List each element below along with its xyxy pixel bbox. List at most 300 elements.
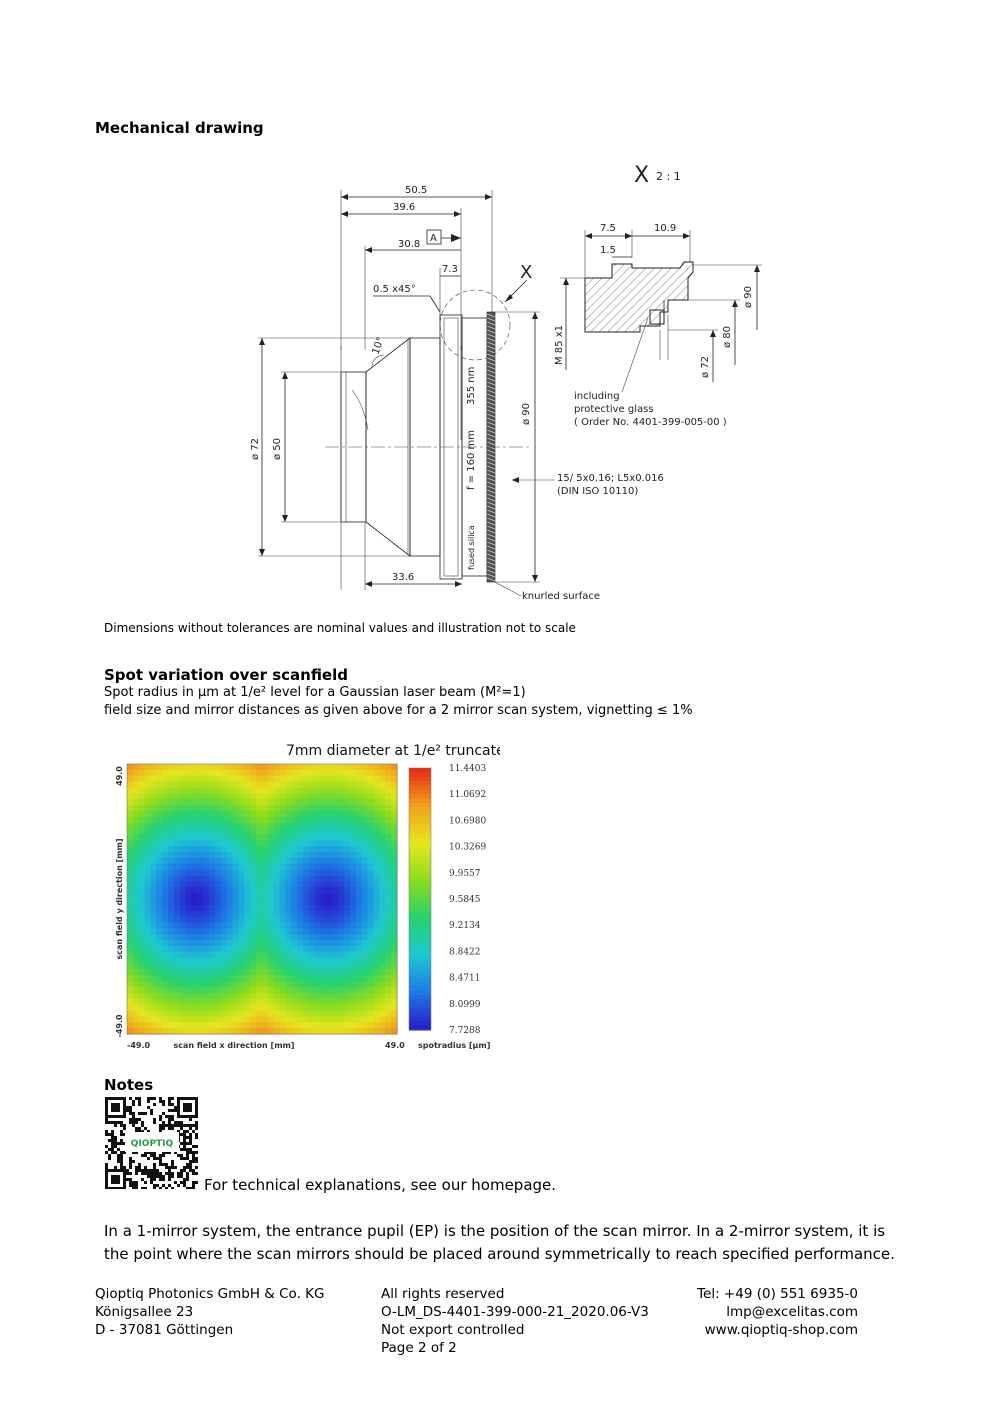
heatmap-cell bbox=[344, 846, 350, 852]
heatmap-cell bbox=[192, 805, 198, 811]
heatmap-cell bbox=[285, 981, 291, 987]
heatmap-cell bbox=[215, 940, 221, 946]
heatmap-cell bbox=[197, 858, 203, 864]
qr-code[interactable] bbox=[105, 1097, 199, 1193]
heatmap-cell bbox=[227, 911, 233, 917]
heatmap-cell bbox=[321, 928, 327, 934]
colorbar-segment bbox=[409, 820, 431, 825]
heatmap-cell bbox=[239, 834, 245, 840]
heatmap-cell bbox=[338, 999, 344, 1005]
heatmap-cell bbox=[186, 782, 192, 788]
heatmap-cell bbox=[145, 787, 151, 793]
colorbar-segment bbox=[409, 995, 431, 1000]
heatmap-cell bbox=[133, 852, 139, 858]
heatmap-cell bbox=[391, 805, 397, 811]
heatmap-cell bbox=[327, 893, 333, 899]
heatmap-cell bbox=[203, 1022, 209, 1028]
heatmap-cell bbox=[268, 852, 274, 858]
heatmap-cell bbox=[239, 858, 245, 864]
heatmap-cell bbox=[280, 975, 286, 981]
heatmap-cell bbox=[133, 793, 139, 799]
heatmap-cell bbox=[162, 946, 168, 952]
heatmap-cell bbox=[362, 799, 368, 805]
heatmap-cell bbox=[368, 852, 374, 858]
heatmap-cell bbox=[150, 787, 156, 793]
heatmap-cell bbox=[233, 993, 239, 999]
heatmap-cell bbox=[268, 893, 274, 899]
heatmap-cell bbox=[127, 911, 133, 917]
heatmap-cell bbox=[139, 993, 145, 999]
heatmap-cell bbox=[368, 840, 374, 846]
heatmap-cell bbox=[133, 776, 139, 782]
heatmap-cell bbox=[280, 776, 286, 782]
heatmap-cell bbox=[344, 764, 350, 770]
heatmap-cell bbox=[338, 829, 344, 835]
heatmap-cell bbox=[291, 1011, 297, 1017]
heatmap-cell bbox=[256, 1016, 262, 1022]
heatmap-cell bbox=[274, 764, 280, 770]
heatmap-cell bbox=[162, 911, 168, 917]
heatmap-cell bbox=[192, 840, 198, 846]
heatmap-cell bbox=[350, 823, 356, 829]
heatmap-cell bbox=[385, 852, 391, 858]
heatmap-cell bbox=[233, 899, 239, 905]
heatmap-cell bbox=[209, 793, 215, 799]
heatmap-cell bbox=[338, 870, 344, 876]
heatmap-cell bbox=[332, 905, 338, 911]
heatmap-cell bbox=[162, 999, 168, 1005]
heatmap-cell bbox=[127, 881, 133, 887]
heatmap-cell bbox=[174, 799, 180, 805]
heatmap-cell bbox=[244, 852, 250, 858]
heatmap-cell bbox=[233, 905, 239, 911]
heatmap-cell bbox=[362, 1016, 368, 1022]
heatmap-cell bbox=[209, 881, 215, 887]
heatmap-cell bbox=[374, 787, 380, 793]
heatmap-cell bbox=[374, 964, 380, 970]
heatmap-cell bbox=[239, 905, 245, 911]
heatmap-cell bbox=[209, 893, 215, 899]
heatmap-cell bbox=[315, 817, 321, 823]
heatmap-cell bbox=[309, 940, 315, 946]
detail-dim-7-5: 7.5 bbox=[600, 223, 616, 234]
heatmap-cell bbox=[197, 770, 203, 776]
heatmap-cell bbox=[150, 1011, 156, 1017]
heatmap-cell bbox=[139, 805, 145, 811]
heatmap-cell bbox=[262, 934, 268, 940]
heatmap-cell bbox=[180, 811, 186, 817]
heatmap-cell bbox=[262, 928, 268, 934]
heatmap-cell bbox=[139, 852, 145, 858]
heatmap-cell bbox=[321, 881, 327, 887]
heatmap-cell bbox=[297, 964, 303, 970]
heatmap-cell bbox=[268, 881, 274, 887]
heatmap-cell bbox=[256, 823, 262, 829]
heatmap-cell bbox=[145, 799, 151, 805]
heatmap-cell bbox=[327, 928, 333, 934]
heatmap-cell bbox=[209, 811, 215, 817]
heatmap-cell bbox=[303, 846, 309, 852]
heatmap-cell bbox=[332, 987, 338, 993]
heatmap-cell bbox=[180, 852, 186, 858]
heatmap-cell bbox=[274, 887, 280, 893]
heatmap-cell bbox=[379, 964, 385, 970]
heatmap-cell bbox=[356, 846, 362, 852]
heatmap-cell bbox=[133, 817, 139, 823]
colorbar-segment bbox=[409, 956, 431, 961]
heatmap-cell bbox=[350, 805, 356, 811]
heatmap-cell bbox=[233, 975, 239, 981]
heatmap-cell bbox=[250, 922, 256, 928]
heatmap-cell bbox=[180, 993, 186, 999]
heatmap-cell bbox=[327, 852, 333, 858]
heatmap-cell bbox=[291, 958, 297, 964]
heatmap-cell bbox=[332, 787, 338, 793]
heatmap-cell bbox=[362, 975, 368, 981]
heatmap-cell bbox=[285, 764, 291, 770]
heatmap-cell bbox=[180, 1011, 186, 1017]
heatmap-cell bbox=[350, 846, 356, 852]
heatmap-cell bbox=[327, 1016, 333, 1022]
heatmap-cell bbox=[262, 1011, 268, 1017]
heatmap-cell bbox=[291, 846, 297, 852]
heatmap-cell bbox=[344, 870, 350, 876]
dim-39-6: 39.6 bbox=[393, 202, 416, 213]
heatmap-cell bbox=[192, 905, 198, 911]
heatmap-cell bbox=[262, 829, 268, 835]
heatmap-cell bbox=[274, 958, 280, 964]
heatmap-cell bbox=[391, 870, 397, 876]
heatmap-cell bbox=[344, 922, 350, 928]
heatmap-cell bbox=[368, 928, 374, 934]
heatmap-cell bbox=[385, 1011, 391, 1017]
heatmap-cell bbox=[391, 975, 397, 981]
heatmap-cell bbox=[274, 999, 280, 1005]
heatmap-cell bbox=[327, 782, 333, 788]
heatmap-cell bbox=[209, 1005, 215, 1011]
heatmap-cell bbox=[362, 928, 368, 934]
heatmap-cell bbox=[244, 946, 250, 952]
heatmap-cell bbox=[162, 770, 168, 776]
heatmap-cell bbox=[156, 1005, 162, 1011]
heatmap-cell bbox=[203, 811, 209, 817]
heatmap-cell bbox=[174, 829, 180, 835]
heatmap-cell bbox=[162, 829, 168, 835]
heatmap-cell bbox=[209, 958, 215, 964]
heatmap-cell bbox=[385, 887, 391, 893]
heatmap-cell bbox=[379, 770, 385, 776]
heatmap-cell bbox=[150, 946, 156, 952]
heatmap-cell bbox=[192, 958, 198, 964]
heatmap-cell bbox=[174, 934, 180, 940]
heatmap-cell bbox=[244, 887, 250, 893]
heatmap-cell bbox=[227, 881, 233, 887]
heatmap-cell bbox=[309, 776, 315, 782]
heatmap-cell bbox=[303, 893, 309, 899]
heatmap-cell bbox=[268, 999, 274, 1005]
heatmap-cell bbox=[197, 834, 203, 840]
heatmap-cell bbox=[338, 940, 344, 946]
heatmap-cell bbox=[362, 1005, 368, 1011]
heatmap-cell bbox=[133, 987, 139, 993]
heatmap-cell bbox=[362, 952, 368, 958]
notes-title: Notes bbox=[104, 1076, 154, 1094]
heatmap-cell bbox=[280, 934, 286, 940]
heatmap-cell bbox=[203, 805, 209, 811]
heatmap-cell bbox=[338, 993, 344, 999]
heatmap-cell bbox=[127, 764, 133, 770]
colorbar-segment bbox=[409, 938, 431, 943]
heatmap-cell bbox=[315, 799, 321, 805]
heatmap-cell bbox=[197, 782, 203, 788]
heatmap-cell bbox=[209, 782, 215, 788]
heatmap-cell bbox=[239, 969, 245, 975]
heatmap-cell bbox=[233, 1005, 239, 1011]
heatmap-cell bbox=[291, 770, 297, 776]
heatmap-cell bbox=[150, 805, 156, 811]
heatmap-cell bbox=[362, 817, 368, 823]
heatmap-cell bbox=[127, 1011, 133, 1017]
heatmap-cell bbox=[244, 1011, 250, 1017]
heatmap-cell bbox=[203, 870, 209, 876]
heatmap-cell bbox=[303, 817, 309, 823]
y-axis-label: scan field y direction [mm] bbox=[115, 838, 124, 960]
heatmap-cell bbox=[291, 787, 297, 793]
heatmap-cell bbox=[197, 799, 203, 805]
heatmap-cell bbox=[197, 993, 203, 999]
heatmap-cell bbox=[250, 940, 256, 946]
heatmap-cell bbox=[350, 958, 356, 964]
heatmap-cell bbox=[332, 940, 338, 946]
heatmap-cell bbox=[150, 887, 156, 893]
heatmap-cell bbox=[350, 1022, 356, 1028]
heatmap-cell bbox=[256, 969, 262, 975]
heatmap-cell bbox=[180, 911, 186, 917]
heatmap-cell bbox=[192, 987, 198, 993]
heatmap-cell bbox=[338, 1022, 344, 1028]
footer-web[interactable]: www.qioptiq-shop.com bbox=[704, 1322, 858, 1338]
heatmap-cell bbox=[338, 899, 344, 905]
heatmap-cell bbox=[145, 1016, 151, 1022]
heatmap-cell bbox=[280, 917, 286, 923]
heatmap-cell bbox=[262, 964, 268, 970]
heatmap-cell bbox=[374, 905, 380, 911]
heatmap-cell bbox=[162, 969, 168, 975]
heatmap-cell bbox=[156, 876, 162, 882]
heatmap-cell bbox=[168, 999, 174, 1005]
heatmap-cell bbox=[280, 840, 286, 846]
heatmap-cell bbox=[215, 787, 221, 793]
heatmap-cell bbox=[321, 975, 327, 981]
footer-city: D - 37081 Göttingen bbox=[95, 1322, 234, 1338]
heatmap-cell bbox=[233, 846, 239, 852]
colorbar-segment bbox=[409, 895, 431, 900]
heatmap-cell bbox=[162, 905, 168, 911]
footer-page: Page 2 of 2 bbox=[381, 1340, 457, 1356]
heatmap-cell bbox=[356, 893, 362, 899]
heatmap-cell bbox=[356, 793, 362, 799]
heatmap-cell bbox=[327, 964, 333, 970]
heatmap-cell bbox=[150, 1005, 156, 1011]
heatmap-cell bbox=[227, 917, 233, 923]
heatmap-cell bbox=[303, 852, 309, 858]
footer-email[interactable]: lmp@excelitas.com bbox=[726, 1304, 858, 1320]
colorbar-segment bbox=[409, 851, 431, 856]
heatmap-cell bbox=[344, 887, 350, 893]
heatmap-cell bbox=[197, 893, 203, 899]
heatmap-cell bbox=[156, 899, 162, 905]
heatmap-cell bbox=[244, 893, 250, 899]
heatmap-cell bbox=[338, 799, 344, 805]
heatmap-cell bbox=[256, 817, 262, 823]
heatmap-cell bbox=[197, 905, 203, 911]
heatmap-cell bbox=[374, 776, 380, 782]
heatmap-cell bbox=[285, 881, 291, 887]
heatmap-cell bbox=[285, 1016, 291, 1022]
heatmap-cell bbox=[297, 799, 303, 805]
heatmap-cell bbox=[332, 917, 338, 923]
heatmap-cell bbox=[362, 969, 368, 975]
colorbar-segment bbox=[409, 951, 431, 956]
heatmap-cell bbox=[268, 1022, 274, 1028]
heatmap-cell bbox=[268, 858, 274, 864]
heatmap-cell bbox=[162, 876, 168, 882]
heatmap-cell bbox=[186, 981, 192, 987]
heatmap-cell bbox=[174, 999, 180, 1005]
heatmap-cell bbox=[186, 928, 192, 934]
heatmap-cell bbox=[244, 817, 250, 823]
heatmap-cell bbox=[368, 952, 374, 958]
heatmap-cell bbox=[303, 787, 309, 793]
heatmap-cell bbox=[133, 958, 139, 964]
heatmap-cell bbox=[156, 817, 162, 823]
heatmap-cell bbox=[168, 981, 174, 987]
heatmap-cell bbox=[356, 764, 362, 770]
heatmap-cell bbox=[327, 952, 333, 958]
heatmap-cell bbox=[239, 893, 245, 899]
heatmap-cell bbox=[227, 876, 233, 882]
heatmap-cell bbox=[379, 811, 385, 817]
heatmap-cell bbox=[156, 782, 162, 788]
heatmap-cell bbox=[180, 846, 186, 852]
heatmap-cell bbox=[291, 829, 297, 835]
heatmap-cell bbox=[332, 893, 338, 899]
heatmap-cell bbox=[303, 840, 309, 846]
heatmap-cell bbox=[203, 887, 209, 893]
heatmap-cell bbox=[221, 1011, 227, 1017]
heatmap-cell bbox=[174, 852, 180, 858]
heatmap-cell bbox=[356, 981, 362, 987]
heatmap-cell bbox=[227, 887, 233, 893]
heatmap-cell bbox=[350, 770, 356, 776]
heatmap-cell bbox=[133, 834, 139, 840]
heatmap-cell bbox=[303, 823, 309, 829]
heatmap-cell bbox=[385, 787, 391, 793]
heatmap-cell bbox=[192, 975, 198, 981]
heatmap-cell bbox=[356, 881, 362, 887]
heatmap-cell bbox=[145, 887, 151, 893]
heatmap-cell bbox=[227, 940, 233, 946]
heatmap-cell bbox=[303, 1011, 309, 1017]
heatmap-cell bbox=[186, 887, 192, 893]
heatmap-cell bbox=[315, 852, 321, 858]
heatmap-cell bbox=[215, 1028, 221, 1034]
heatmap-cell bbox=[215, 928, 221, 934]
heatmap-cell bbox=[233, 958, 239, 964]
heatmap-cell bbox=[262, 999, 268, 1005]
heatmap-cell bbox=[344, 1022, 350, 1028]
heatmap-cell bbox=[186, 893, 192, 899]
heatmap-cell bbox=[150, 993, 156, 999]
heatmap-cell bbox=[285, 870, 291, 876]
dim-50-5: 50.5 bbox=[405, 185, 428, 196]
heatmap-cell bbox=[297, 952, 303, 958]
heatmap-cell bbox=[239, 770, 245, 776]
heatmap-cell bbox=[350, 887, 356, 893]
heatmap-cell bbox=[321, 1022, 327, 1028]
heatmap-cell bbox=[145, 881, 151, 887]
heatmap-cell bbox=[192, 969, 198, 975]
heatmap-cell bbox=[192, 864, 198, 870]
heatmap-cell bbox=[309, 958, 315, 964]
heatmap-cell bbox=[374, 1005, 380, 1011]
heatmap-cell bbox=[362, 981, 368, 987]
heatmap-cell bbox=[291, 999, 297, 1005]
footer-contact bbox=[697, 1285, 858, 1339]
heatmap-cell bbox=[268, 899, 274, 905]
heatmap-cell bbox=[385, 981, 391, 987]
detail-dim-10-9: 10.9 bbox=[654, 223, 677, 234]
heatmap-cell bbox=[350, 787, 356, 793]
heatmap-cell bbox=[327, 764, 333, 770]
heatmap-cell bbox=[162, 958, 168, 964]
heatmap-cell bbox=[315, 905, 321, 911]
heatmap-cell bbox=[215, 870, 221, 876]
heatmap-cell bbox=[285, 811, 291, 817]
heatmap-cell bbox=[309, 787, 315, 793]
heatmap-cell bbox=[338, 846, 344, 852]
colorbar-tick: 7.7288 bbox=[449, 1026, 481, 1036]
heatmap-cell bbox=[192, 829, 198, 835]
heatmap-cell bbox=[139, 817, 145, 823]
heatmap-cell bbox=[186, 817, 192, 823]
heatmap-cell bbox=[186, 922, 192, 928]
heatmap-cell bbox=[180, 964, 186, 970]
heatmap-cell bbox=[315, 1022, 321, 1028]
heatmap-cell bbox=[162, 1005, 168, 1011]
heatmap-cell bbox=[133, 799, 139, 805]
heatmap-cell bbox=[356, 811, 362, 817]
heatmap-cell bbox=[274, 928, 280, 934]
heatmap-cell bbox=[186, 787, 192, 793]
heatmap-cell bbox=[162, 964, 168, 970]
heatmap-cell bbox=[192, 893, 198, 899]
heatmap-cell bbox=[385, 864, 391, 870]
heatmap-cell bbox=[303, 964, 309, 970]
heatmap-cell bbox=[303, 1022, 309, 1028]
heatmap-cell bbox=[291, 911, 297, 917]
heatmap-cell bbox=[168, 770, 174, 776]
heatmap-cell bbox=[133, 881, 139, 887]
heatmap-cell bbox=[362, 805, 368, 811]
heatmap-cell bbox=[174, 776, 180, 782]
detail-dia-72: ø 72 bbox=[700, 355, 711, 378]
heatmap-cell bbox=[368, 975, 374, 981]
heatmap-cell bbox=[297, 864, 303, 870]
heatmap-cell bbox=[379, 805, 385, 811]
heatmap-cell bbox=[321, 887, 327, 893]
heatmap-cell bbox=[180, 864, 186, 870]
